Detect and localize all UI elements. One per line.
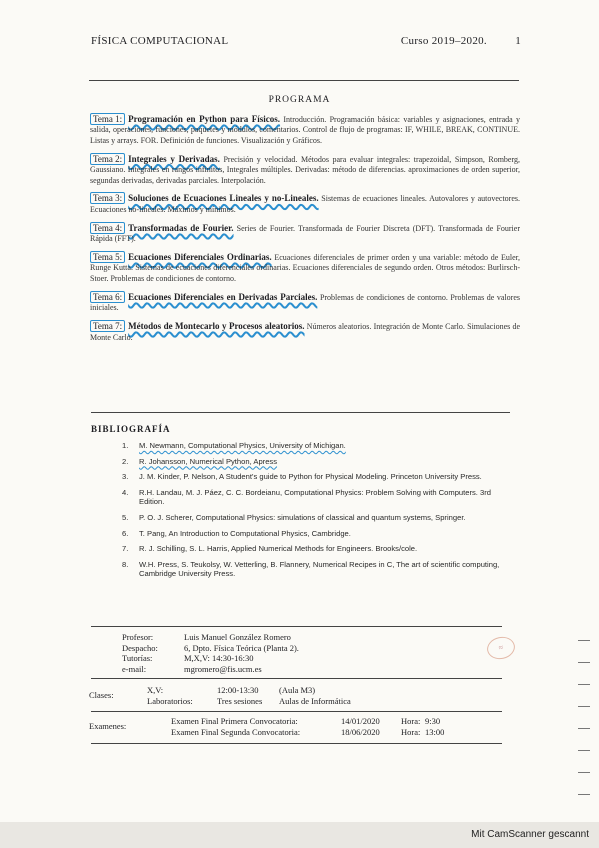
clases-box	[89, 685, 501, 707]
bibliography-text: T. Pang, An Introduction to Computational Physics, Cambridge.	[139, 528, 351, 538]
topic-description: Series de Fourier. Transformada de Fourier Discreta (DFT). Transformada de Fourier Rápida (FFT).	[90, 223, 520, 244]
profesor-value: Luis Manuel González Romero	[184, 632, 291, 642]
exam-hora: 13:00	[425, 727, 445, 737]
clases-time: 12:00-13:30	[217, 685, 259, 695]
topic-description: Ecuaciones diferenciales de primer orden y una variable: método de Euler, Runge Kutta. Sistemas de ecuaciones diferenciales ordinarias. Ecuaciones diferenciales de segundo orden. Otros métodos: Burlirsch-Stoer. Problemas de condiciones de contorno.	[90, 253, 520, 283]
topic-item	[90, 113, 520, 146]
examenes-label: Examenes:	[89, 721, 127, 731]
programa-heading: PROGRAMA	[268, 95, 331, 105]
tutorias-label: Tutorías:	[122, 653, 153, 663]
tutorias-value: M,X,V: 14:30-16:30	[184, 653, 254, 663]
bibliography-item	[122, 472, 517, 482]
topic-title: Soluciones de Ecuaciones Lineales y no-Lineales.	[128, 193, 319, 204]
topic-tag: Tema 4:	[90, 222, 125, 234]
topic-list	[90, 113, 520, 349]
topic-tag: Tema 7:	[90, 320, 125, 332]
email-value: mgromero@fis.ucm.es	[184, 663, 262, 674]
topic-description: Números aleatorios. Integración de Monte Carlo. Simulaciones de Monte Carlo.	[90, 322, 521, 342]
topic-item	[90, 153, 520, 186]
divider	[91, 678, 502, 679]
bibliography-heading: BIBLIOGRAFÍA	[91, 424, 171, 434]
topic-item	[90, 320, 520, 343]
despacho-value: 6, Dpto. Física Teórica (Planta 2).	[184, 642, 299, 653]
topic-title: Ecuaciones Diferenciales en Derivadas Parciales.	[128, 291, 318, 302]
bibliography-text: W.H. Press, S. Teukolsy, W. Vetterling, B. Flannery, Numerical Recipes in C, The art of scientific computing, Cambridge University Press.	[139, 559, 500, 579]
bibliography-item	[122, 560, 517, 579]
bibliography-text: R.H. Landau, M. J. Páez, C. C. Bordeianu, Computational Physics: Problem Solving with Computers. 3rd Edition.	[139, 487, 492, 507]
bibliography-number: 2.	[122, 456, 129, 466]
topic-tag: Tema 1:	[90, 113, 125, 125]
topic-tag: Tema 5:	[90, 251, 125, 263]
clases-days: X,V:	[147, 685, 164, 695]
edge-mark	[578, 794, 590, 795]
lab-room: Aulas de Informática	[279, 696, 351, 706]
topic-tag: Tema 2:	[90, 153, 125, 165]
topic-description: Sistemas de ecuaciones lineales. Autovalores y autovectores. Ecuaciones no-lineales. Máximos y mínimos.	[90, 194, 521, 214]
topic-title: Integrales y Derivadas.	[128, 153, 220, 164]
lab-sessions: Tres sesiones	[217, 696, 263, 706]
topic-item	[90, 192, 520, 215]
bibliography-item	[122, 544, 517, 554]
topic-item	[90, 222, 520, 245]
edge-mark	[578, 684, 590, 685]
despacho-label: Despacho:	[122, 642, 158, 653]
exam-date: 18/06/2020	[341, 727, 380, 737]
header-title: FÍSICA COMPUTACIONAL	[91, 35, 229, 47]
topic-item	[90, 251, 520, 284]
clases-label: Clases:	[89, 690, 114, 700]
header-course: Curso 2019–2020.	[400, 35, 487, 47]
bibliography-item	[122, 488, 517, 507]
bibliography-number: 8.	[122, 559, 129, 569]
bibliography-text: M. Newmann, Computational Physics, University of Michigan.	[139, 441, 346, 450]
edge-mark	[578, 728, 590, 729]
bibliography-item	[122, 513, 517, 523]
clases-room: (Aula M3)	[279, 685, 316, 695]
divider	[91, 711, 502, 712]
bibliography-list	[122, 441, 517, 585]
page-header	[91, 35, 521, 47]
divider	[89, 80, 519, 81]
topic-title: Ecuaciones Diferenciales Ordinarias.	[128, 252, 272, 263]
divider	[91, 743, 502, 744]
exam-name: Examen Final Segunda Convocatoria:	[171, 727, 301, 737]
bibliography-text: R. Johansson, Numerical Python, Apress	[139, 456, 278, 466]
bibliography-number: 4.	[122, 487, 129, 497]
scanner-footer: Mit CamScanner gescannt	[0, 822, 599, 848]
exam-hora-label: Hora:	[401, 727, 421, 737]
edge-mark	[578, 706, 590, 707]
bibliography-item	[122, 529, 517, 539]
professor-info	[122, 632, 299, 674]
bibliography-number: 3.	[122, 472, 129, 482]
exam-name: Examen Final Primera Convocatoria:	[171, 716, 298, 726]
bibliography-text: R. J. Schilling, S. L. Harris, Applied Numerical Methods for Engineers. Brooks/cole.	[139, 544, 418, 554]
examenes-box	[89, 716, 501, 738]
divider	[91, 626, 502, 627]
topic-title: Transformadas de Fourier.	[128, 222, 234, 233]
edge-mark	[578, 772, 590, 773]
profesor-label: Profesor:	[122, 632, 154, 642]
bibliography-number: 7.	[122, 544, 129, 554]
edge-mark	[578, 640, 590, 641]
topic-item	[90, 291, 520, 314]
edge-mark	[578, 750, 590, 751]
bibliography-number: 5.	[122, 512, 129, 522]
edge-mark	[578, 662, 590, 663]
exam-hora-label: Hora:	[401, 716, 421, 726]
exam-date: 14/01/2020	[341, 716, 380, 726]
bibliography-text: J. M. Kinder, P. Nelson, A Student's guide to Python for Physical Modeling. Princeton University Press.	[139, 472, 482, 482]
exam-hora: 9:30	[425, 716, 441, 726]
topic-description: Precisión y velocidad. Métodos para evaluar integrales: trapezoidal, Simpson, Romberg, Gaussiano. Integrales en rangos infinitos, Integrales múltiples. Derivadas: método de diferencias. aproximaciones de orden superior, segundas derivadas, derivadas parciales. Interpolación.	[90, 154, 520, 185]
bibliography-item	[122, 457, 517, 467]
bibliography-number: 1.	[122, 441, 129, 450]
topic-title: Programación en Python para Físicos.	[128, 114, 281, 124]
topic-description: Problemas de condiciones de contorno. Problemas de valores iniciales.	[90, 292, 521, 313]
topic-tag: Tema 3:	[90, 192, 125, 204]
topic-title: Métodos de Montecarlo y Procesos aleatorios.	[128, 321, 305, 332]
email-label: e-mail:	[122, 663, 147, 674]
divider	[91, 412, 510, 413]
bibliography-text: P. O. J. Scherer, Computational Physics: simulations of classical and quantum systems, Springer.	[139, 512, 466, 522]
bibliography-item	[122, 441, 517, 451]
page-number: 1	[515, 35, 521, 47]
lab-label: Laboratorios:	[147, 696, 193, 706]
bibliography-number: 6.	[122, 528, 129, 538]
topic-description: Introducción. Programación básica: variables y asignaciones, entrada y salida, operaciones, funciones, paquetes y módulos, comentarios. Control de flujo de programas: IF, WHILE, BREAK, CONTINUE. Listas y arrays. FOR. Definición de funciones. Visualización y Gráficos.	[90, 115, 521, 145]
stamp-mark: ≈	[485, 634, 517, 661]
topic-tag: Tema 6:	[90, 291, 125, 303]
